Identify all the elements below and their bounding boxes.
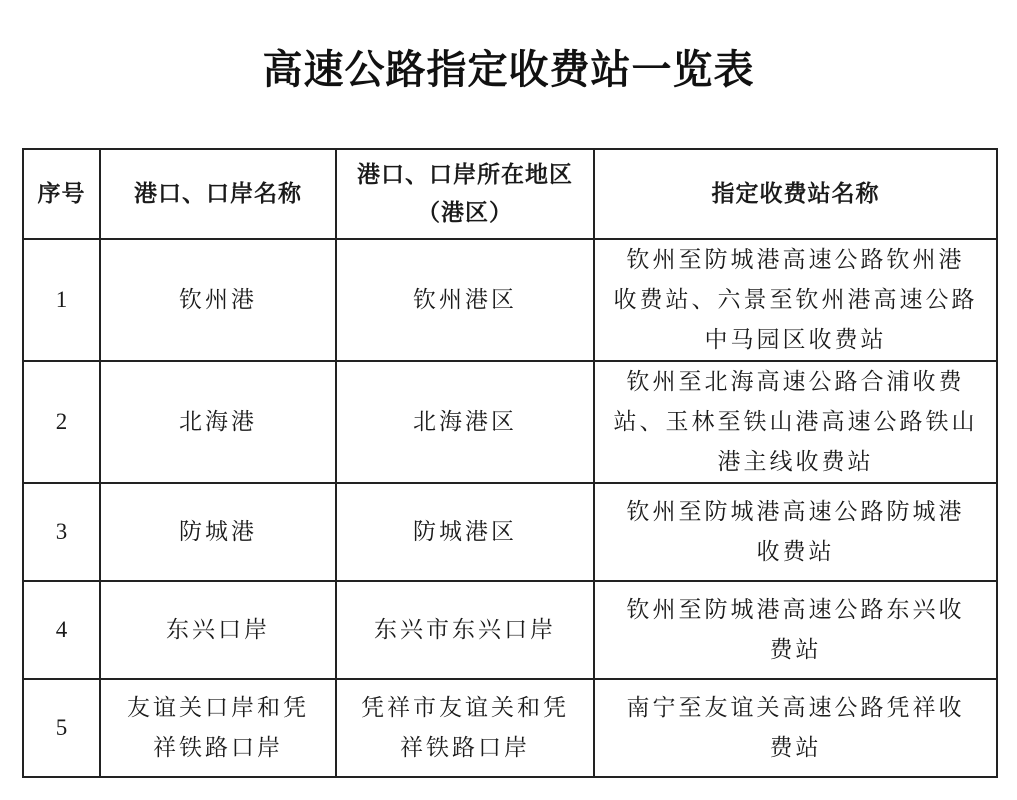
toll-station-table: [22, 148, 998, 778]
header-region: [336, 149, 594, 239]
cell-port: 防城港: [100, 483, 336, 581]
table-row: [23, 239, 997, 361]
cell-station: 钦州至防城港高速公路防城港 收费站: [594, 483, 997, 581]
cell-port: 北海港: [100, 361, 336, 483]
cell-station: 南宁至友谊关高速公路凭祥收 费站: [594, 679, 997, 777]
cell-seq: 4: [23, 581, 100, 679]
table-row: [23, 679, 997, 777]
cell-seq: 1: [23, 239, 100, 361]
cell-station: 钦州至防城港高速公路钦州港 收费站、六景至钦州港高速公路 中马园区收费站: [594, 239, 997, 361]
page-title: 高速公路指定收费站一览表: [262, 46, 755, 93]
header-port-name: 港口、口岸名称: [100, 149, 336, 239]
cell-station: 钦州至北海高速公路合浦收费 站、玉林至铁山港高速公路铁山 港主线收费站: [594, 361, 997, 483]
header-seq: 序号: [23, 149, 100, 239]
table-row: [23, 581, 997, 679]
header-station-name: 指定收费站名称: [594, 149, 997, 239]
cell-port: 友谊关口岸和凭 祥铁路口岸: [100, 679, 336, 777]
table-row: [23, 483, 997, 581]
table-row: [23, 361, 997, 483]
header-region-line1: 港口、口岸所在地区: [357, 162, 573, 188]
cell-region: 北海港区: [336, 361, 594, 483]
cell-port: 东兴口岸: [100, 581, 336, 679]
table-header-row: [23, 149, 997, 239]
header-region-line2: （港区）: [417, 200, 513, 226]
cell-seq: 3: [23, 483, 100, 581]
cell-seq: 5: [23, 679, 100, 777]
cell-station: 钦州至防城港高速公路东兴收 费站: [594, 581, 997, 679]
cell-region: 东兴市东兴口岸: [336, 581, 594, 679]
cell-region: 钦州港区: [336, 239, 594, 361]
cell-region: 防城港区: [336, 483, 594, 581]
cell-port: 钦州港: [100, 239, 336, 361]
cell-region: 凭祥市友谊关和凭 祥铁路口岸: [336, 679, 594, 777]
cell-seq: 2: [23, 361, 100, 483]
